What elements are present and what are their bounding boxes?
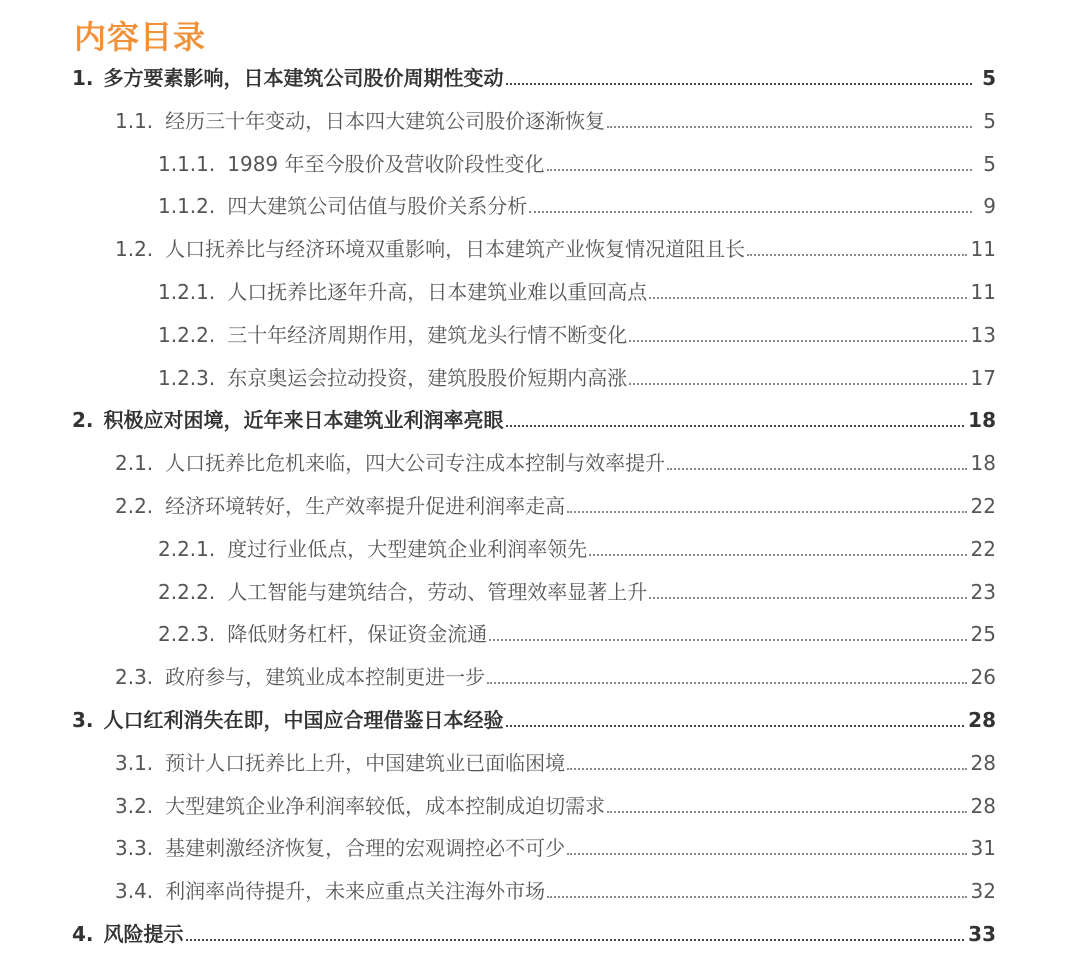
toc-entry[interactable] [72,64,996,92]
toc-entry-label: 三十年经济周期作用，建筑龙头行情不断变化 [227,322,628,347]
dot-leader [487,682,966,684]
dot-leader [506,83,972,85]
toc-entry[interactable] [158,278,996,306]
toc-entry[interactable] [115,663,996,691]
toc-entry-label: 人口抚养比与经济环境双重影响，日本建筑产业恢复情况道阻且长 [165,237,746,262]
toc-entry-page-number: 33 [968,922,996,946]
toc-entry-label: 经历三十年变动，日本四大建筑公司股价逐渐恢复 [165,108,606,133]
toc-entry-label: 经济环境转好，生产效率提升促进利润率走高 [165,494,566,518]
toc-entry-page-number: 5 [983,108,996,133]
toc-entry[interactable] [72,706,996,734]
toc-entry-page-number: 23 [970,579,996,604]
toc-entry-number: 2.2. [115,494,154,518]
toc-entry-number: 3.3. [115,836,154,861]
toc-entry-page-number: 22 [970,536,996,561]
toc-entry[interactable] [158,578,996,606]
toc-entry-page-number: 5 [983,151,996,176]
toc-entry-page-number: 9 [983,194,996,219]
toc-entry-page-number: 25 [970,622,996,647]
toc-entry-page-number: 11 [970,280,996,304]
toc-entry-number: 2.2.2. [158,579,216,604]
toc-entry-number: 2. [72,408,94,433]
toc-entry-page-number: 22 [970,494,996,518]
toc-entry[interactable] [158,620,996,648]
toc-entry-number: 1.1.1. [158,151,216,176]
toc-entry[interactable] [72,920,996,948]
toc-entry-label: 大型建筑企业净利润率较低，成本控制成迫切需求 [165,793,606,818]
toc-entry[interactable] [115,834,996,862]
toc-entry-label: 人口红利消失在即，中国应合理借鉴日本经验 [103,708,504,732]
dot-leader [747,254,966,256]
toc-entry-label: 1989 年至今股价及营收阶段性变化 [227,151,545,176]
toc-entry-label: 人工智能与建筑结合，劳动、管理效率显著上升 [227,579,648,604]
toc-entry-page-number: 28 [968,708,996,732]
dot-leader [629,340,966,342]
dot-leader [506,425,965,427]
dot-leader [547,169,972,171]
toc-entry-label: 人口抚养比逐年升高，日本建筑业难以重回高点 [227,280,648,304]
toc-entry-label: 基建刺激经济恢复，合理的宏观调控必不可少 [165,836,566,861]
toc-entry-label: 人口抚养比危机来临，四大公司专注成本控制与效率提升 [165,451,666,476]
toc-entry-number: 2.2.3. [158,622,216,647]
toc-entry[interactable] [72,406,996,434]
toc-entry-number: 1.2.3. [158,365,216,390]
toc-entry-label: 降低财务杠杆，保证资金流通 [227,622,488,647]
dot-leader [567,768,966,770]
dot-leader [547,896,966,898]
toc-entry-number: 3.1. [115,750,154,775]
dot-leader [186,939,965,941]
toc-entry-label: 积极应对困境，近年来日本建筑业利润率亮眼 [103,408,504,433]
toc-entry-page-number: 13 [970,322,996,347]
dot-leader [529,211,972,213]
toc-entry-page-number: 28 [970,793,996,818]
dot-leader [607,811,966,813]
toc-entry-label: 预计人口抚养比上升，中国建筑业已面临困境 [165,750,566,775]
toc-entry[interactable] [158,321,996,349]
toc-entry-page-number: 18 [970,451,996,476]
toc-entry-number: 1.2.2. [158,322,216,347]
dot-leader [567,853,966,855]
toc-entry[interactable] [115,449,996,477]
toc-entry[interactable] [115,792,996,820]
dot-leader [649,597,966,599]
dot-leader [489,639,966,641]
toc-entry-number: 1. [72,66,94,90]
dot-leader [607,126,972,128]
toc-entry[interactable] [115,235,996,263]
dot-leader [589,554,966,556]
toc-entry-number: 2.2.1. [158,536,216,561]
toc-entry-number: 4. [72,922,94,946]
toc-entry-label: 东京奥运会拉动投资，建筑股股价短期内高涨 [227,365,628,390]
toc-entry-number: 1.1. [115,108,154,133]
dot-leader [629,383,966,385]
toc-entry-page-number: 11 [970,237,996,262]
toc-entry-number: 1.1.2. [158,194,216,219]
toc-entry-page-number: 32 [970,879,996,904]
toc-entry-page-number: 18 [968,408,996,433]
toc-entry[interactable] [158,364,996,392]
toc-entry-number: 2.3. [115,665,154,690]
toc-entry-number: 3. [72,708,94,732]
toc-entry-label: 度过行业低点，大型建筑企业利润率领先 [227,536,588,561]
toc-entry-page-number: 31 [970,836,996,861]
toc-entry-page-number: 26 [970,665,996,690]
toc-entry-number: 1.2.1. [158,280,216,304]
toc-entry[interactable] [158,192,996,220]
dot-leader [667,468,966,470]
dot-leader [567,511,966,513]
toc-entry-number: 3.2. [115,793,154,818]
toc-entry-number: 3.4. [115,879,154,904]
toc-entry[interactable] [115,749,996,777]
toc-entry-page-number: 5 [982,66,996,90]
toc-entry-page-number: 17 [970,365,996,390]
toc-entry-label: 利润率尚待提升，未来应重点关注海外市场 [165,879,546,904]
dot-leader [649,297,966,299]
toc-entry-number: 1.2. [115,237,154,262]
toc-entry-page-number: 28 [970,750,996,775]
toc-entry[interactable] [115,107,996,135]
toc-entry[interactable] [115,877,996,905]
toc-entry[interactable] [158,535,996,563]
toc-entry-label: 多方要素影响，日本建筑公司股价周期性变动 [103,66,504,90]
toc-entry-label: 四大建筑公司估值与股价关系分析 [227,194,528,219]
toc-entry-label: 风险提示 [103,922,184,946]
toc-entry-number: 2.1. [115,451,154,476]
toc-entry[interactable] [115,492,996,520]
dot-leader [506,725,965,727]
toc-title: 内容目录 [74,18,207,56]
toc-entry-label: 政府参与，建筑业成本控制更进一步 [165,665,486,690]
toc-entry[interactable] [158,150,996,178]
